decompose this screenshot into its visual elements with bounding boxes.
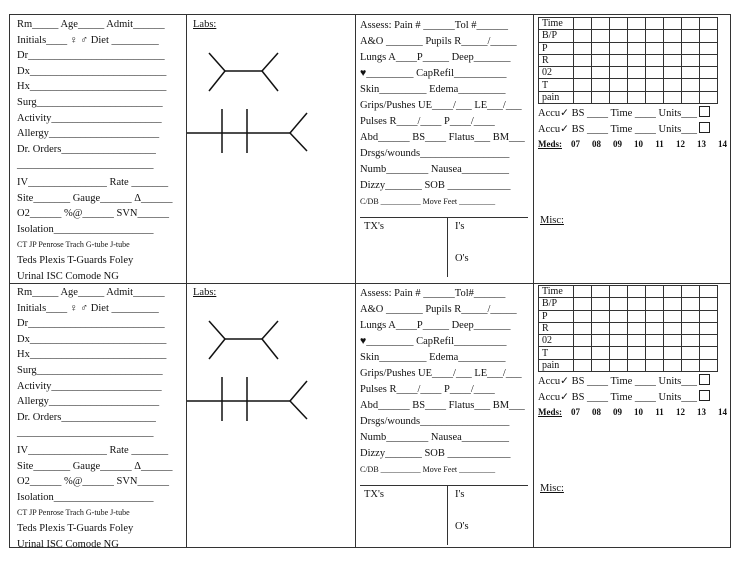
meds-hour: 14 (718, 139, 727, 150)
assessment-line: Numb________ Nausea_________ (360, 432, 510, 443)
assessment-section (360, 286, 530, 478)
vital-cell[interactable] (646, 286, 664, 298)
assessment-line: Drsgs/wounds_________________ (360, 148, 510, 159)
vital-cell[interactable] (628, 67, 646, 79)
vital-label: pain (539, 91, 574, 103)
assessment-line: Pulses R____/____ P____/____ (360, 384, 495, 395)
intake-label: I's (455, 221, 465, 232)
vital-cell[interactable] (610, 286, 628, 298)
vital-cell[interactable] (664, 30, 682, 42)
vital-cell[interactable] (646, 79, 664, 91)
lab-fishbone-diagram (185, 33, 355, 153)
units-checkbox[interactable] (699, 106, 710, 117)
assessment-line: ♥_________ CapRefil__________ (360, 336, 507, 347)
vital-cell[interactable] (610, 30, 628, 42)
misc-heading: Misc: (540, 215, 564, 226)
vital-cell[interactable] (682, 335, 700, 347)
patient-info-line: Dr. Orders__________________ (17, 143, 156, 155)
vital-cell[interactable] (592, 310, 610, 322)
vital-cell[interactable] (682, 310, 700, 322)
vital-cell[interactable] (592, 298, 610, 310)
vitals-table (538, 17, 718, 104)
vital-cell[interactable] (628, 286, 646, 298)
table-row (539, 91, 718, 103)
vital-cell[interactable] (574, 67, 592, 79)
vital-cell[interactable] (610, 67, 628, 79)
patient-info-line: Activity_____________________ (17, 380, 162, 392)
vital-cell[interactable] (700, 79, 718, 91)
vital-cell[interactable] (646, 359, 664, 371)
meds-label: Meds: (538, 407, 562, 418)
vitals-section (538, 17, 733, 149)
table-row (539, 79, 718, 91)
output-label: O's (455, 521, 469, 532)
patient-info-line: Dr__________________________ (17, 50, 165, 62)
vital-cell[interactable] (646, 322, 664, 334)
patient-info-line: Dr. Orders__________________ (17, 411, 156, 423)
accu-check-label: Accu✓ BS ____ Time ____ Units___ (538, 392, 698, 404)
patient-info-line: Dx__________________________ (17, 333, 167, 345)
vital-cell[interactable] (700, 42, 718, 54)
vital-cell[interactable] (628, 359, 646, 371)
vital-cell[interactable] (646, 18, 664, 30)
patient-info-line: Teds Plexis T-Guards Foley (17, 522, 134, 534)
patient-info-line: O2______ %@______ SVN______ (17, 208, 170, 220)
accu-check-line (538, 374, 733, 390)
assessment-line: ♥_________ CapRefil__________ (360, 68, 507, 79)
vital-cell[interactable] (574, 30, 592, 42)
vital-cell[interactable] (574, 91, 592, 103)
patient-info-line: __________________________ (17, 159, 154, 171)
vital-cell[interactable] (682, 67, 700, 79)
accu-check-line (538, 390, 733, 406)
vital-cell[interactable] (700, 322, 718, 334)
vital-cell[interactable] (574, 347, 592, 359)
vital-cell[interactable] (700, 18, 718, 30)
patient-info-line: Allergy_____________________ (17, 128, 160, 140)
patient-info-line: Dx__________________________ (17, 65, 167, 77)
vital-cell[interactable] (646, 310, 664, 322)
vital-cell[interactable] (610, 18, 628, 30)
vital-cell[interactable] (700, 310, 718, 322)
table-row (539, 347, 718, 359)
misc-heading: Misc: (540, 483, 564, 494)
assessment-line: Lungs A____P_____ Deep_______ (360, 52, 511, 63)
vital-label: T (539, 79, 574, 91)
vital-cell[interactable] (574, 18, 592, 30)
vital-cell[interactable] (574, 54, 592, 66)
assessment-line: Dizzy_______ SOB ____________ (360, 180, 511, 191)
vital-cell[interactable] (574, 359, 592, 371)
patient-info-line: Surg________________________ (17, 96, 163, 108)
vital-cell[interactable] (592, 359, 610, 371)
patient-info-line: CT JP Penrose Trach G-tube J-tube (17, 508, 130, 518)
vital-cell[interactable] (574, 310, 592, 322)
assessment-line: Assess: Pain # ______Tol #______ (360, 20, 509, 31)
vital-cell[interactable] (574, 286, 592, 298)
accu-check-label: Accu✓ BS ____ Time ____ Units___ (538, 376, 698, 388)
vital-cell[interactable] (610, 42, 628, 54)
assessment-line: Skin_________ Edema_________ (360, 84, 506, 95)
vital-cell[interactable] (646, 67, 664, 79)
vitals-section (538, 285, 733, 417)
meds-hour: 11 (655, 407, 664, 418)
table-row (539, 322, 718, 334)
patient-info-line: CT JP Penrose Trach G-tube J-tube (17, 240, 130, 250)
output-label: O's (455, 253, 469, 264)
vital-label: R (539, 322, 574, 334)
patient-info-line: Rm_____ Age_____ Admit______ (17, 19, 165, 30)
vital-cell[interactable] (664, 42, 682, 54)
assessment-line: Abd______ BS____ Flatus___ BM___ (360, 400, 525, 411)
meds-schedule (538, 139, 733, 149)
vital-cell[interactable] (628, 322, 646, 334)
units-checkbox[interactable] (699, 374, 710, 385)
meds-hour: 12 (676, 139, 685, 150)
patient-card-1 (10, 15, 730, 281)
vital-cell[interactable] (682, 91, 700, 103)
assessment-line: Grips/Pushes UE____/___ LE___/___ (360, 100, 522, 111)
vital-cell[interactable] (682, 30, 700, 42)
vital-cell[interactable] (682, 286, 700, 298)
assessment-line: Pulses R____/____ P____/____ (360, 116, 495, 127)
vital-cell[interactable] (610, 347, 628, 359)
patient-info-line: Allergy_____________________ (17, 396, 160, 408)
vital-cell[interactable] (646, 335, 664, 347)
patient-info-line: Urinal ISC Comode NG (17, 538, 119, 550)
units-checkbox[interactable] (699, 390, 710, 401)
accu-check-label: Accu✓ BS ____ Time ____ Units___ (538, 124, 698, 136)
vital-cell[interactable] (592, 347, 610, 359)
labs-heading: Labs: (193, 19, 217, 30)
table-row (539, 335, 718, 347)
vital-cell[interactable] (664, 347, 682, 359)
vital-cell[interactable] (610, 335, 628, 347)
vital-cell[interactable] (592, 322, 610, 334)
vital-cell[interactable] (664, 335, 682, 347)
vital-cell[interactable] (628, 310, 646, 322)
vital-label: R (539, 54, 574, 66)
assessment-line: Skin_________ Edema_________ (360, 352, 506, 363)
patient-info-line: IV_______________ Rate _______ (17, 444, 169, 456)
vital-cell[interactable] (592, 335, 610, 347)
patient-info-line: Initials____ ♀ ♂ Diet _________ (17, 34, 159, 46)
meds-label: Meds: (538, 139, 562, 150)
vital-cell[interactable] (700, 67, 718, 79)
patient-info-section (17, 17, 185, 284)
vital-cell[interactable] (700, 54, 718, 66)
labs-heading: Labs: (193, 287, 217, 298)
vital-cell[interactable] (664, 359, 682, 371)
vital-label: Time (539, 18, 574, 30)
meds-hour: 10 (634, 407, 643, 418)
vital-cell[interactable] (646, 347, 664, 359)
vital-label: 02 (539, 335, 574, 347)
vital-cell[interactable] (628, 91, 646, 103)
meds-hour: 10 (634, 139, 643, 150)
vital-cell[interactable] (700, 30, 718, 42)
vital-cell[interactable] (610, 54, 628, 66)
meds-hour: 11 (655, 139, 664, 150)
patient-info-line: Rm_____ Age_____ Admit______ (17, 287, 165, 298)
vital-cell[interactable] (592, 67, 610, 79)
vital-cell[interactable] (610, 310, 628, 322)
vital-label: B/P (539, 30, 574, 42)
intake-output-section (360, 483, 535, 547)
meds-hour: 09 (613, 139, 622, 150)
vital-cell[interactable] (574, 42, 592, 54)
vital-cell[interactable] (700, 298, 718, 310)
vital-cell[interactable] (628, 18, 646, 30)
meds-hour: 08 (592, 139, 601, 150)
assessment-line: Assess: Pain # ______Tol#______ (360, 288, 506, 299)
vital-cell[interactable] (574, 322, 592, 334)
vital-cell[interactable] (592, 91, 610, 103)
assessment-line: Dizzy_______ SOB ____________ (360, 448, 511, 459)
meds-schedule (538, 407, 733, 417)
patient-info-line: Initials____ ♀ ♂ Diet _________ (17, 302, 159, 314)
vital-cell[interactable] (664, 67, 682, 79)
vital-cell[interactable] (700, 347, 718, 359)
vital-cell[interactable] (610, 359, 628, 371)
vital-cell[interactable] (682, 54, 700, 66)
vital-cell[interactable] (628, 42, 646, 54)
table-row (539, 310, 718, 322)
vital-cell[interactable] (682, 42, 700, 54)
meds-hour: 13 (697, 139, 706, 150)
vital-cell[interactable] (628, 54, 646, 66)
units-checkbox[interactable] (699, 122, 710, 133)
vital-cell[interactable] (628, 30, 646, 42)
meds-hour: 08 (592, 407, 601, 418)
assessment-line: Grips/Pushes UE____/___ LE___/___ (360, 368, 522, 379)
meds-hour: 09 (613, 407, 622, 418)
table-row (539, 359, 718, 371)
table-row (539, 286, 718, 298)
vital-cell[interactable] (682, 79, 700, 91)
vital-cell[interactable] (700, 359, 718, 371)
meds-hour: 14 (718, 407, 727, 418)
vital-cell[interactable] (628, 335, 646, 347)
vital-cell[interactable] (592, 30, 610, 42)
patient-info-line: Activity_____________________ (17, 112, 162, 124)
patient-info-line: __________________________ (17, 427, 154, 439)
accu-check-line (538, 106, 733, 122)
patient-card-2 (10, 283, 730, 549)
vital-cell[interactable] (574, 298, 592, 310)
vital-cell[interactable] (646, 91, 664, 103)
vital-label: T (539, 347, 574, 359)
vital-cell[interactable] (682, 18, 700, 30)
patient-info-section (17, 285, 185, 552)
patient-info-line: Hx__________________________ (17, 349, 167, 361)
table-row (539, 30, 718, 42)
assessment-line: Drsgs/wounds_________________ (360, 416, 510, 427)
vital-cell[interactable] (664, 286, 682, 298)
report-sheet (9, 14, 731, 548)
table-row (539, 42, 718, 54)
assessment-line: Lungs A____P_____ Deep_______ (360, 320, 511, 331)
patient-info-line: Hx__________________________ (17, 81, 167, 93)
vital-cell[interactable] (592, 79, 610, 91)
vital-cell[interactable] (682, 322, 700, 334)
assessment-line: Numb________ Nausea_________ (360, 164, 510, 175)
vital-cell[interactable] (664, 91, 682, 103)
vital-label: 02 (539, 67, 574, 79)
patient-info-line: Isolation___________________ (17, 491, 154, 503)
vital-cell[interactable] (610, 79, 628, 91)
assessment-section (360, 18, 530, 210)
vital-cell[interactable] (700, 335, 718, 347)
tx-label: TX's (364, 489, 384, 500)
vital-cell[interactable] (610, 322, 628, 334)
patient-info-line: Teds Plexis T-Guards Foley (17, 254, 134, 266)
vital-cell[interactable] (664, 322, 682, 334)
vital-cell[interactable] (646, 42, 664, 54)
assessment-line: A&O _______ Pupils R_____/_____ (360, 36, 517, 47)
vital-label: P (539, 42, 574, 54)
patient-info-line: Site_______ Gauge______ Δ______ (17, 192, 173, 204)
vitals-table (538, 285, 718, 372)
intake-label: I's (455, 489, 465, 500)
vital-label: B/P (539, 298, 574, 310)
vital-cell[interactable] (610, 298, 628, 310)
vital-cell[interactable] (682, 359, 700, 371)
lab-fishbone-diagram (185, 301, 355, 421)
vital-cell[interactable] (664, 298, 682, 310)
table-row (539, 67, 718, 79)
vital-cell[interactable] (628, 298, 646, 310)
accu-check-line (538, 122, 733, 138)
table-row (539, 298, 718, 310)
meds-hour: 07 (571, 407, 580, 418)
patient-info-line: O2______ %@______ SVN______ (17, 476, 170, 488)
table-row (539, 18, 718, 30)
vital-label: Time (539, 286, 574, 298)
assessment-line: C/DB __________ Move Feet _________ (360, 197, 496, 206)
assessment-line: C/DB __________ Move Feet _________ (360, 465, 496, 474)
vital-cell[interactable] (646, 30, 664, 42)
assessment-line: A&O _______ Pupils R_____/_____ (360, 304, 517, 315)
vital-cell[interactable] (628, 347, 646, 359)
vital-cell[interactable] (664, 18, 682, 30)
patient-info-line: Dr__________________________ (17, 318, 165, 330)
vital-cell[interactable] (664, 54, 682, 66)
meds-hour: 07 (571, 139, 580, 150)
vital-cell[interactable] (700, 286, 718, 298)
vital-cell[interactable] (646, 54, 664, 66)
vital-cell[interactable] (646, 298, 664, 310)
patient-info-line: Isolation___________________ (17, 223, 154, 235)
patient-info-line: IV_______________ Rate _______ (17, 176, 169, 188)
meds-hour: 13 (697, 407, 706, 418)
vital-cell[interactable] (574, 79, 592, 91)
assessment-line: Abd______ BS____ Flatus___ BM___ (360, 132, 525, 143)
vital-cell[interactable] (592, 286, 610, 298)
vital-cell[interactable] (628, 79, 646, 91)
vital-cell[interactable] (664, 310, 682, 322)
vital-cell[interactable] (610, 91, 628, 103)
vital-cell[interactable] (592, 54, 610, 66)
intake-output-section (360, 215, 535, 279)
vital-cell[interactable] (700, 91, 718, 103)
vital-cell[interactable] (592, 18, 610, 30)
accu-check-label: Accu✓ BS ____ Time ____ Units___ (538, 108, 698, 120)
patient-info-line: Site_______ Gauge______ Δ______ (17, 460, 173, 472)
tx-label: TX's (364, 221, 384, 232)
meds-hour: 12 (676, 407, 685, 418)
vital-cell[interactable] (682, 347, 700, 359)
vital-label: P (539, 310, 574, 322)
vital-cell[interactable] (592, 42, 610, 54)
vital-cell[interactable] (574, 335, 592, 347)
vital-cell[interactable] (682, 298, 700, 310)
vital-label: pain (539, 359, 574, 371)
table-row (539, 54, 718, 66)
vital-cell[interactable] (664, 79, 682, 91)
patient-info-line: Urinal ISC Comode NG (17, 270, 119, 282)
patient-info-line: Surg________________________ (17, 364, 163, 376)
